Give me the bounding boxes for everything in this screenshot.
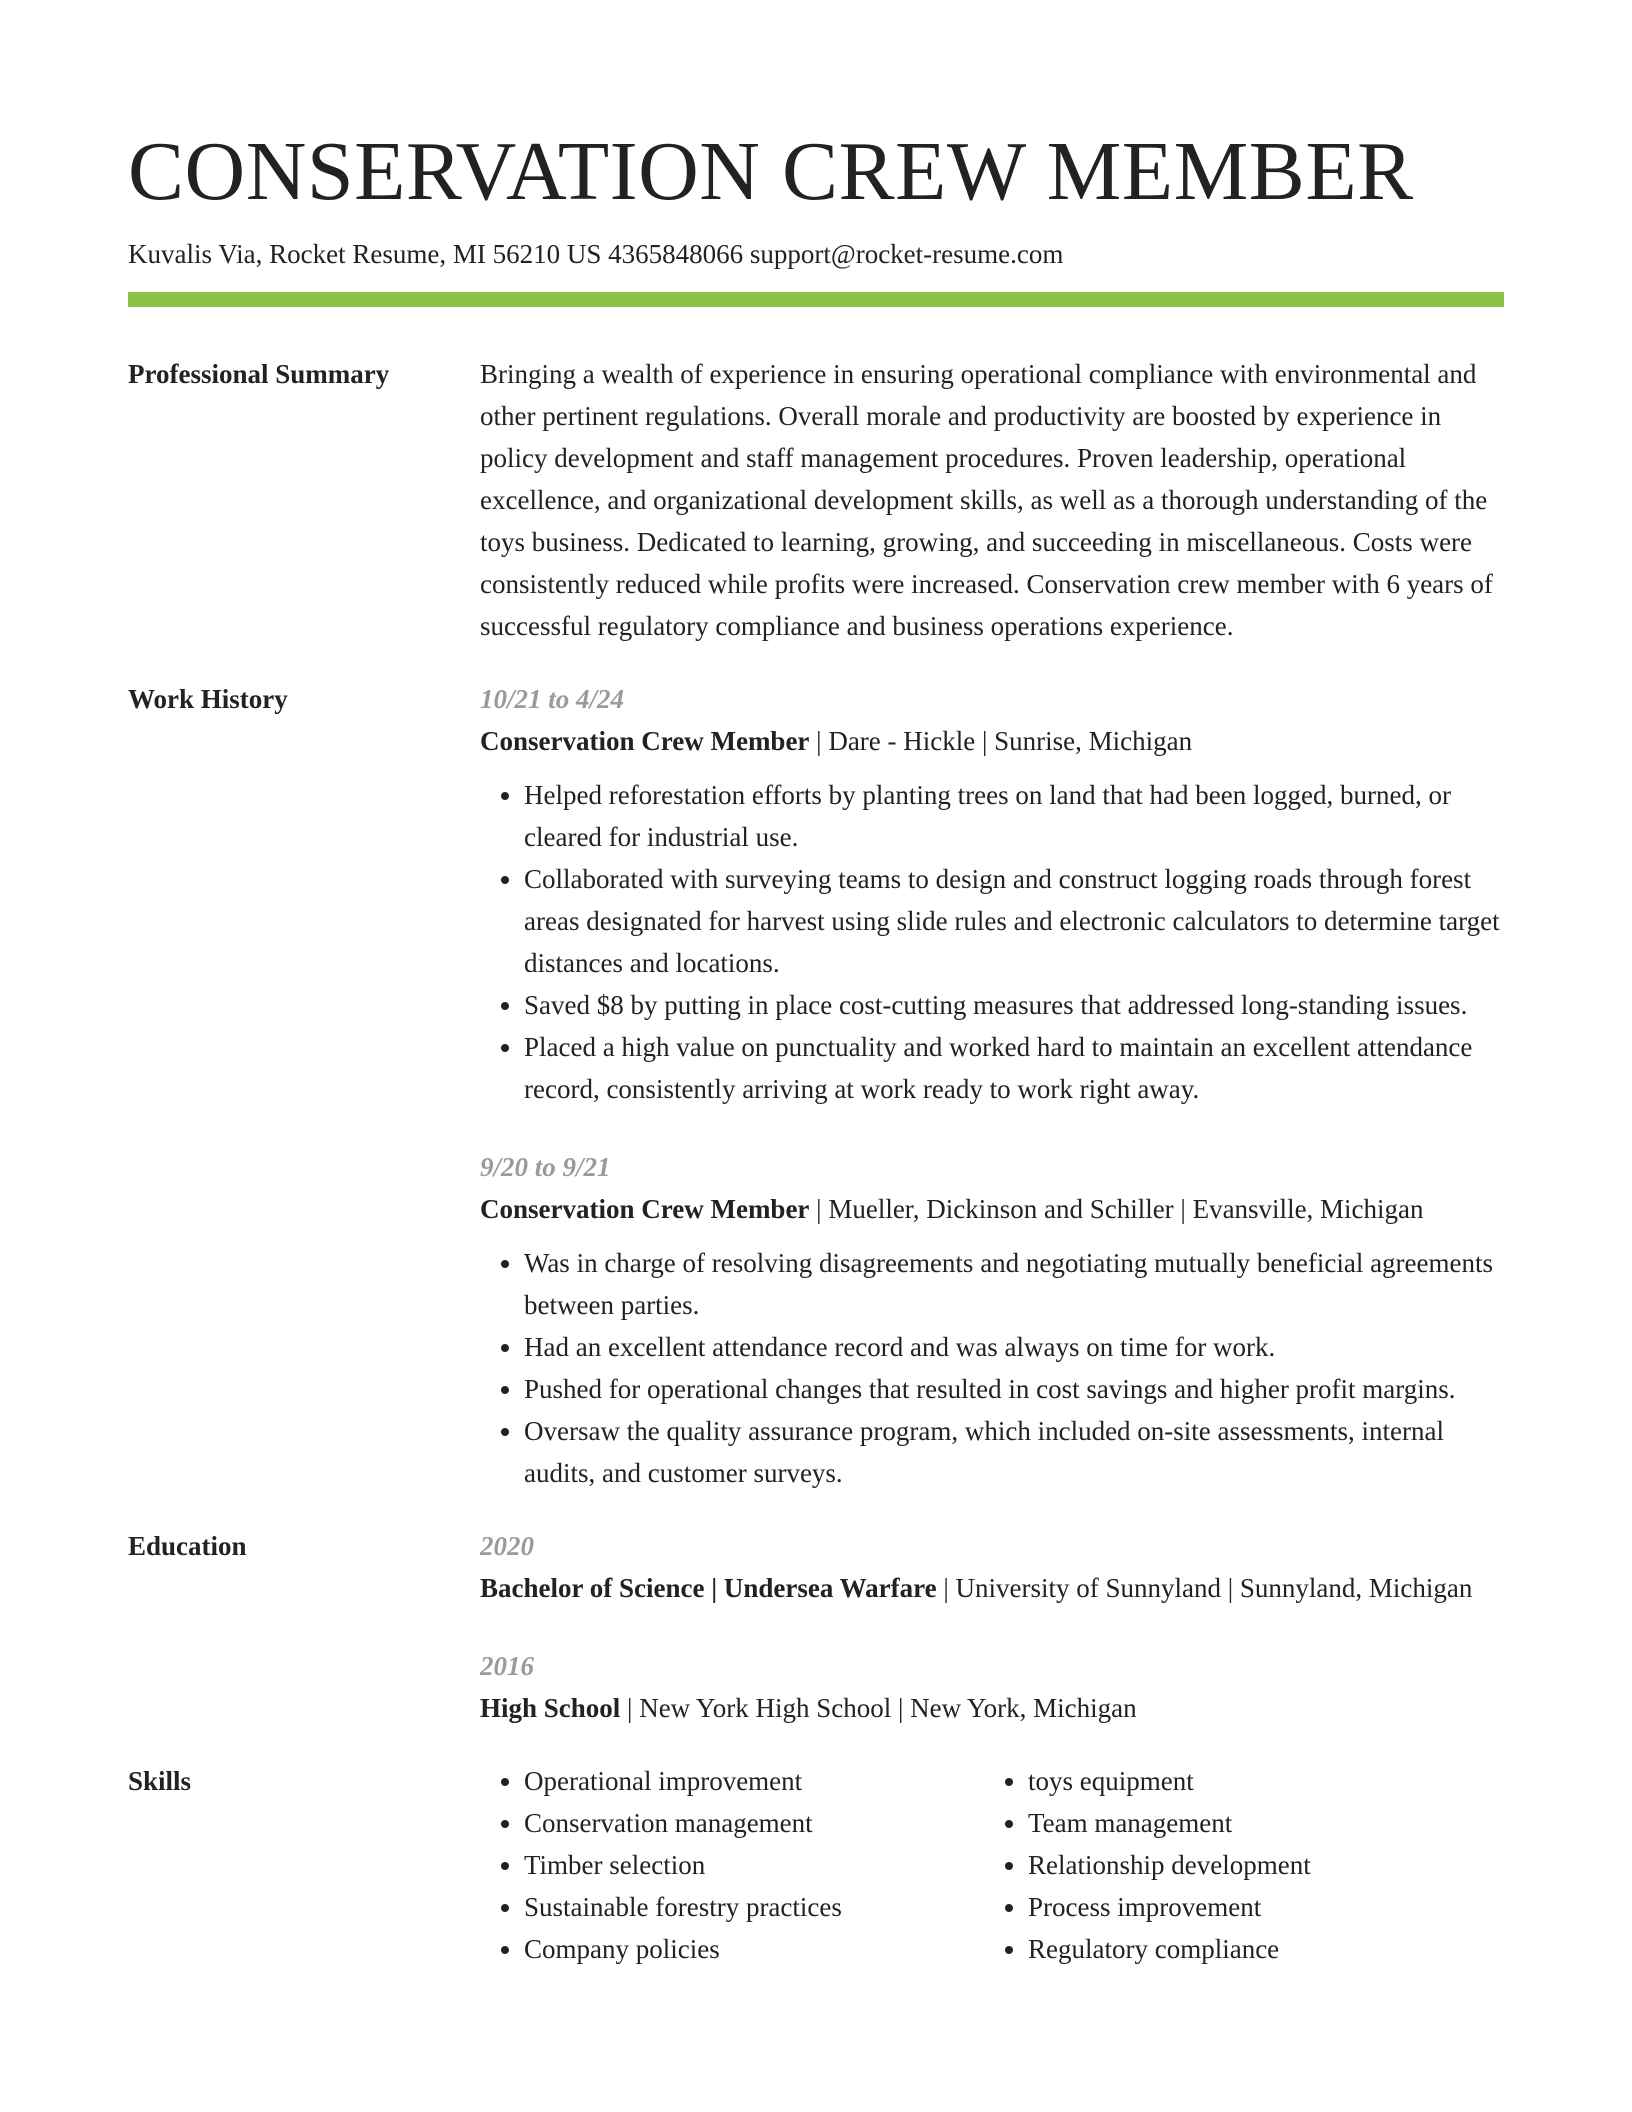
education-degree: Bachelor of Science | Undersea Warfare <box>480 1573 937 1603</box>
skill-item: • Relationship development <box>1028 1844 1488 1886</box>
job-bullet: • Saved $8 by putting in place cost-cutting measures that addressed long-standing issues. <box>524 984 1504 1026</box>
job-bullet: • Was in charge of resolving disagreements and negotiating mutually beneficial agreements between parties. <box>524 1242 1504 1326</box>
job-role-line <box>480 720 1504 762</box>
job-role-line <box>480 1188 1504 1230</box>
skills-columns <box>480 1760 1504 1970</box>
skill-item: • Regulatory compliance <box>1028 1928 1488 1970</box>
job-bullet: • Oversaw the quality assurance program, which included on-site assessments, internal audits, and customer surveys. <box>524 1410 1504 1494</box>
job-entry <box>480 1146 1504 1494</box>
education-entry <box>480 1525 1504 1609</box>
education-section <box>128 1525 1504 1729</box>
job-dates: 10/21 to 4/24 <box>480 684 625 714</box>
education-line <box>480 1567 1504 1609</box>
job-bullet-list <box>480 1242 1504 1494</box>
education-degree: High School <box>480 1693 621 1723</box>
education-school-location: | New York High School | New York, Michigan <box>620 1693 1137 1723</box>
resume-name-title: CONSERVATION CREW MEMBER <box>128 125 1414 218</box>
summary-section <box>128 353 1504 647</box>
job-bullet: • Pushed for operational changes that resulted in cost savings and higher profit margins. <box>524 1368 1504 1410</box>
resume-page <box>128 120 1504 1970</box>
skill-item: • Operational improvement <box>524 1760 984 1802</box>
section-label-education: Education <box>128 1531 247 1561</box>
skills-list-left <box>480 1760 984 1970</box>
skill-item: • Sustainable forestry practices <box>524 1886 984 1928</box>
education-entry <box>480 1645 1504 1729</box>
section-label-work-history: Work History <box>128 684 288 714</box>
section-label-skills: Skills <box>128 1766 192 1796</box>
contact-line: Kuvalis Via, Rocket Resume, MI 56210 US 4365848066 support@rocket-resume.com <box>128 239 1064 269</box>
skill-item: • toys equipment <box>1028 1760 1488 1802</box>
education-year: 2020 <box>480 1531 534 1561</box>
accent-divider <box>128 292 1504 307</box>
education-year: 2016 <box>480 1651 534 1681</box>
job-dates: 9/20 to 9/21 <box>480 1152 611 1182</box>
work-history-section <box>128 678 1504 1494</box>
job-title: Conservation Crew Member <box>480 1194 810 1224</box>
education-school-location: | University of Sunnyland | Sunnyland, Michigan <box>936 1573 1473 1603</box>
education-line <box>480 1687 1504 1729</box>
job-bullet: • Helped reforestation efforts by planting trees on land that had been logged, burned, or cleared for industrial use. <box>524 774 1504 858</box>
job-bullet: • Collaborated with surveying teams to design and construct logging roads through forest areas designated for harvest using slide rules and electronic calculators to determine target distances and locations. <box>524 858 1504 984</box>
job-employer-location: | Mueller, Dickinson and Schiller | Evansville, Michigan <box>809 1194 1424 1224</box>
job-entry <box>480 678 1504 1110</box>
job-bullet: • Placed a high value on punctuality and worked hard to maintain an excellent attendance record, consistently arriving at work ready to work right away. <box>524 1026 1504 1110</box>
job-bullet: • Had an excellent attendance record and was always on time for work. <box>524 1326 1504 1368</box>
skills-list-right <box>984 1760 1488 1970</box>
job-title: Conservation Crew Member <box>480 726 810 756</box>
job-employer-location: | Dare - Hickle | Sunrise, Michigan <box>809 726 1193 756</box>
skills-section <box>128 1760 1504 1970</box>
skill-item: • Conservation management <box>524 1802 984 1844</box>
skill-item: • Process improvement <box>1028 1886 1488 1928</box>
job-bullet-list <box>480 774 1504 1110</box>
skill-item: • Team management <box>1028 1802 1488 1844</box>
section-label-summary: Professional Summary <box>128 359 390 389</box>
skill-item: • Company policies <box>524 1928 984 1970</box>
skill-item: • Timber selection <box>524 1844 984 1886</box>
summary-text: Bringing a wealth of experience in ensuring operational compliance with environmental and other pertinent regulations. Overall morale and productivity are boosted by experience in policy development and staff management procedures. Proven leadership, operational excellence, and organizational development skills, as well as a thorough understanding of the toys business. Dedicated to learning, growing, and succeeding in miscellaneous. Costs were consistently reduced while profits were increased. Conservation crew member with 6 years of successful regulatory compliance and business operations experience. <box>480 359 1493 641</box>
